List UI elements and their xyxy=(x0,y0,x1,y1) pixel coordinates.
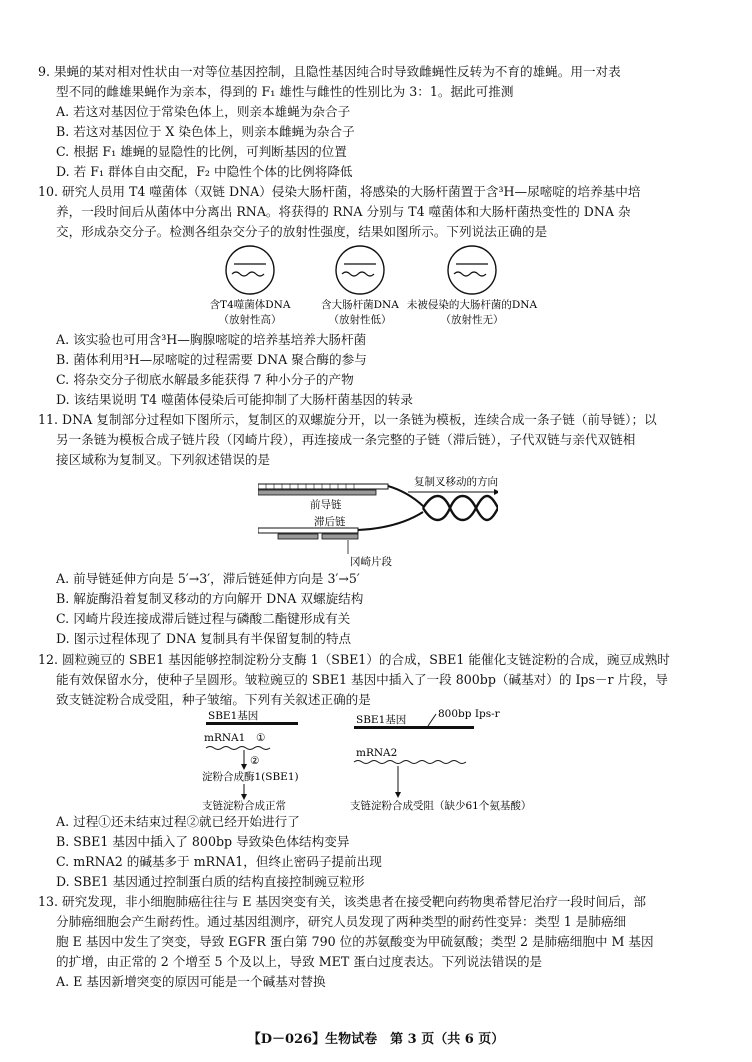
q10-option-b: B. 菌体利用³H—尿嘧啶的过程需要 DNA 聚合酶的参与 xyxy=(56,352,367,367)
blocked-synthesis-label: 支链淀粉合成受阻（缺少61个氨基酸） xyxy=(350,800,532,812)
mrna1-label: mRNA1 xyxy=(204,732,246,744)
q9-stem-line2: 型不同的雌雄果蝇作为亲本，得到的 F₁ 雄性与雌性的性别比为 3：1。据此可推测 xyxy=(56,84,514,99)
q9-stem-line1: 9. 果蝇的某对相对性状由一对等位基因控制，且隐性基因纯合时导致雌蝇性反转为不育的雄蝇。用一对表 xyxy=(38,64,621,79)
q11-option-a: A. 前导链延伸方向是 5′→3′，滞后链延伸方向是 3′→5′ xyxy=(56,571,360,586)
q12-stem-line3: 致支链淀粉合成受阻，种子皱缩。下列有关叙述正确的是 xyxy=(56,692,371,707)
q12-option-b: B. SBE1 基因中插入了 800bp 导致染色体结构变异 xyxy=(56,834,350,849)
q12-sbe1-figure xyxy=(196,708,596,812)
fork-direction-label: 复制叉移动的方向 xyxy=(414,476,498,488)
fig-label-3: 未被侵染的大肠杆菌的DNA xyxy=(406,299,538,311)
q10-stem-line2: 养，一段时间后从菌体中分离出 RNA。将获得的 RNA 分别与 T4 噬菌体和大肠杆菌热变性的 DNA 杂 xyxy=(56,204,631,219)
step2-label: ② xyxy=(250,755,260,767)
q11-replication-fork-figure xyxy=(258,470,498,570)
fig-sub-1: （放射性高） xyxy=(218,314,282,326)
q13-stem-line2: 分肺癌细胞会产生耐药性。通过基因组测序，研究人员发现了两种类型的耐药性变异：类型 1 是肺癌细 xyxy=(56,914,627,929)
mrna2-label: mRNA2 xyxy=(356,747,398,759)
hybrid-circle-3 xyxy=(448,246,496,294)
q11-option-b: B. 解旋酶沿着复制叉移动的方向解开 DNA 双螺旋结构 xyxy=(56,591,364,606)
q13-option-a: A. E 基因新增突变的原因可能是一个碱基对替换 xyxy=(56,974,326,989)
q10-option-d: D. 该结果说明 T4 噬菌体侵染后可能抑制了大肠杆菌基因的转录 xyxy=(56,392,413,407)
q10-option-a: A. 该实验也可用含³H—胸腺嘧啶的培养基培养大肠杆菌 xyxy=(56,332,367,347)
left-gene-label: SBE1基因 xyxy=(208,710,259,722)
q9-option-b: B. 若这对基因位于 X 染色体上，则亲本雌蝇为杂合子 xyxy=(56,124,355,139)
okazaki-fragment-label: 冈崎片段 xyxy=(350,556,392,568)
q12-option-c: C. mRNA2 的碱基多于 mRNA1，但终止密码子提前出现 xyxy=(56,854,382,869)
q9-option-c: C. 根据 F₁ 雄蝇的显隐性的比例，可判断基因的位置 xyxy=(56,144,347,159)
fig-label-1: 含T4噬菌体DNA xyxy=(210,299,291,311)
q11-stem-line1: 11. DNA 复制部分过程如下图所示，复制区的双螺旋分开，以一条链为模板，连续合成一条子链（前导链）；以 xyxy=(38,412,657,427)
q11-stem-line3: 接区域称为复制叉。下列叙述错误的是 xyxy=(56,452,271,467)
q13-stem-line1: 13. 研究发现，非小细胞肺癌往往与 E 基因突变有关，该类患者在接受靶向药物奥希替尼治疗一段时间后，部 xyxy=(38,894,646,909)
normal-synthesis-label: 支链淀粉合成正常 xyxy=(202,800,286,812)
fig-sub-2: （放射性低） xyxy=(328,314,392,326)
hybrid-circle-2 xyxy=(336,246,384,294)
q12-option-d: D. SBE1 基因通过控制蛋白质的结构直接控制豌豆粒形 xyxy=(56,874,365,889)
q10-option-c: C. 将杂交分子彻底水解最多能获得 7 种小分子的产物 xyxy=(56,372,354,387)
q12-stem-line2: 能有效保留水分，使种子呈圆形。皱粒豌豆的 SBE1 基因中插入了一段 800bp（碱基对）的 Ips－r 片段，导 xyxy=(56,672,668,687)
right-gene-label: SBE1基因 xyxy=(356,714,407,726)
enzyme-label: 淀粉合成酶1(SBE1) xyxy=(202,771,299,783)
q9-option-d: D. 若 F₁ 群体自由交配，F₂ 中隐性个体的比例将降低 xyxy=(56,164,353,179)
q11-option-d: D. 图示过程体现了 DNA 复制具有半保留复制的特点 xyxy=(56,631,352,646)
lagging-strand-label: 滞后链 xyxy=(314,516,346,528)
q10-stem-line1: 10. 研究人员用 T4 噬菌体（双链 DNA）侵染大肠杆菌，将感染的大肠杆菌置于含³H—尿嘧啶的培养基中培 xyxy=(38,184,641,199)
q10-stem-line3: 交，形成杂交分子。检测各组杂交分子的放射性强度，结果如图所示。下列说法正确的是 xyxy=(56,224,548,239)
q12-stem-line1: 12. 圆粒豌豆的 SBE1 基因能够控制淀粉分支酶 1（SBE1）的合成，SBE1 能催化支链淀粉的合成，豌豆成熟时 xyxy=(38,652,670,667)
q9-option-a: A. 若这对基因位于常染色体上，则亲本雄蝇为杂合子 xyxy=(56,104,351,119)
fig-label-2: 含大肠杆菌DNA xyxy=(321,299,399,311)
q12-option-a: A. 过程①还未结束过程②就已经开始进行了 xyxy=(56,814,300,829)
leading-strand-label: 前导链 xyxy=(310,499,342,511)
step1-label: ① xyxy=(256,732,266,744)
q11-option-c: C. 冈崎片段连接成滞后链过程与磷酸二酯键形成有关 xyxy=(56,611,351,626)
q13-stem-line3: 胞 E 基因中发生了突变，导致 EGFR 蛋白第 790 位的苏氨酸变为甲硫氨酸；类型 2 是肺癌细胞中 M 基因 xyxy=(56,934,654,949)
q10-hybridization-figure xyxy=(210,244,550,332)
page-footer: 【D－026】生物试卷 第 3 页（共 6 页） xyxy=(247,1032,505,1047)
fig-sub-3: （放射性无） xyxy=(440,314,504,326)
hybrid-circle-1 xyxy=(226,246,274,294)
q11-stem-line2: 另一条链为模板合成子链片段（冈崎片段），再连接成一条完整的子链（滞后链），子代双链与亲代双链相 xyxy=(56,432,636,447)
q13-stem-line4: 的扩增，由正常的 2 个增至 5 个及以上，导致 MET 蛋白过度表达。下列说法错误的是 xyxy=(56,954,543,969)
insert-label: 800bp Ips-r xyxy=(438,708,500,720)
